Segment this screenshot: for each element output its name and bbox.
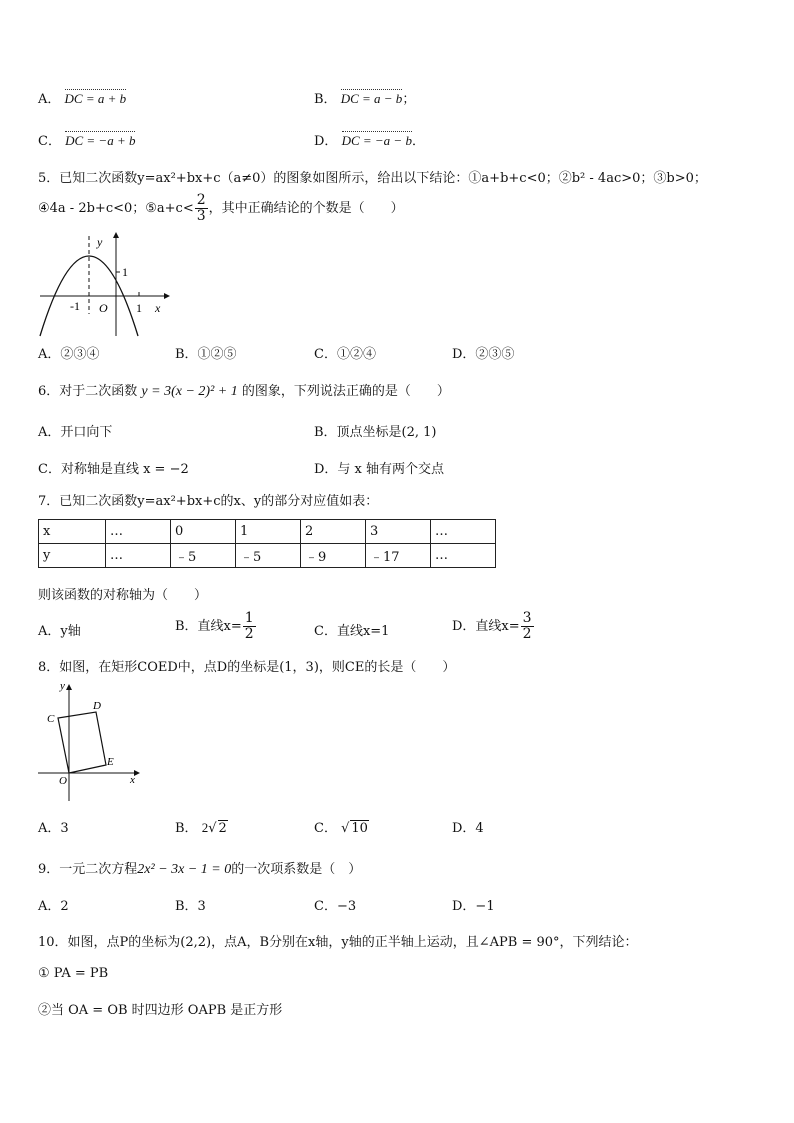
q7-option-b-fraction <box>243 611 256 642</box>
q9-stem-post: 的一次项系数是（ ） <box>231 862 362 877</box>
q4-option-c <box>38 130 135 149</box>
table-cell: ﹣5 <box>171 544 236 568</box>
q4-option-d-expr: DC = −a − b <box>341 133 412 148</box>
q8-option-b-label: B． <box>175 821 198 836</box>
q5-fraction-den: 3 <box>196 208 206 224</box>
q5-option-c: C．①②④ <box>314 347 376 362</box>
q7-option-d-fraction <box>521 611 534 642</box>
q5-parabola-graph <box>36 230 171 338</box>
q7-option-d <box>452 607 535 647</box>
q5-option-d: D．②③⑤ <box>452 347 515 362</box>
q4-option-d-tail: ． <box>411 134 425 149</box>
table-cell: 2 <box>301 520 366 544</box>
table-cell: y <box>39 544 106 568</box>
q6-option-a: A．开口向下 <box>38 425 113 440</box>
q8-stem: 8．如图，在矩形COED中，点D的坐标是(1，3)，则CE的长是（ ） <box>38 660 456 675</box>
table-cell: 3 <box>366 520 431 544</box>
q10-conclusion-1: ① PA = PB <box>38 966 109 981</box>
q4-option-c-label: C． <box>38 134 61 149</box>
q9-stem-pre: 9．一元二次方程 <box>38 862 138 877</box>
q8-option-b-sqrt-sign: √ <box>208 821 217 836</box>
q7-option-b-pre: B．直线x= <box>175 619 242 634</box>
q10-stem: 10．如图，点P的坐标为(2,2)，点A，B分别在x轴，y轴的正半轴上运动，且∠APB = 90°，下列结论： <box>38 935 638 950</box>
table-cell: … <box>106 520 171 544</box>
q6-stem <box>38 380 450 400</box>
q4-option-a <box>38 88 126 107</box>
q4-option-b <box>314 88 415 107</box>
q8-option-c <box>314 817 369 836</box>
q5-option-b: B．①②⑤ <box>175 347 237 362</box>
table-cell: ﹣17 <box>366 544 431 568</box>
q5-x-axis-arrow <box>164 293 170 299</box>
q10-conclusion-2: ②当 OA = OB 时四边形 OAPB 是正方形 <box>38 1003 283 1018</box>
q8-option-c-radicand: 10 <box>351 821 368 836</box>
q8-x-label: x <box>130 774 135 786</box>
q4-option-b-expr: DC = a − b <box>340 91 403 106</box>
q5-y-axis-arrow <box>113 232 119 238</box>
q6-expression: y = 3(x − 2)² + 1 <box>141 384 238 399</box>
q5-y-label: y <box>97 235 103 249</box>
q7-option-b-num: 1 <box>244 610 254 626</box>
q5-fraction <box>195 193 208 224</box>
q9-option-c: C．−3 <box>314 899 357 914</box>
table-row <box>39 520 496 544</box>
table-cell: x <box>39 520 106 544</box>
q7-option-d-den: 2 <box>522 626 532 642</box>
q6-option-c: C．对称轴是直线 x = −2 <box>38 462 189 477</box>
q8-rectangle-graph <box>36 676 146 804</box>
q4-option-c-expr: DC = −a + b <box>65 133 136 148</box>
q8-rectangle-coed <box>58 712 106 773</box>
q8-point-d: D <box>93 700 101 712</box>
q6-option-b: B．顶点坐标是(2, 1) <box>314 425 437 440</box>
q8-option-b-coef: 2 <box>201 820 209 835</box>
q5-stem-line2-pre: ④4a - 2b+c<0；⑤a+c< <box>38 201 194 216</box>
q9-stem <box>38 858 361 878</box>
q5-x-label: x <box>155 301 161 315</box>
q8-option-b-radicand: 2 <box>218 821 227 836</box>
table-cell: … <box>431 544 496 568</box>
q5-fraction-num: 2 <box>196 192 206 208</box>
table-cell: … <box>106 544 171 568</box>
q9-expression: 2x² − 3x − 1 = 0 <box>137 862 232 877</box>
q6-option-d: D．与 x 轴有两个交点 <box>314 462 445 477</box>
q8-x-axis-arrow <box>134 770 140 776</box>
q5-x-one-label: 1 <box>136 301 142 315</box>
q4-option-b-label: B． <box>314 92 337 107</box>
q7-option-c: C．直线x=1 <box>314 624 390 639</box>
table-cell: ﹣5 <box>236 544 301 568</box>
q8-option-c-sqrt-sign: √ <box>341 821 350 836</box>
table-cell: 1 <box>236 520 301 544</box>
q7-stem: 7．已知二次函数y=ax²+bx+c的x、y的部分对应值如表： <box>38 494 379 509</box>
table-cell: 0 <box>171 520 236 544</box>
q5-option-a: A．②③④ <box>38 347 100 362</box>
q8-option-b <box>175 817 228 836</box>
q6-stem-post: 的图象，下列说法正确的是（ ） <box>241 384 450 399</box>
q8-point-c: C <box>47 713 55 725</box>
q8-option-a: A．3 <box>38 821 69 836</box>
q7-option-d-pre: D．直线x= <box>452 619 520 634</box>
q8-origin: O <box>59 775 67 787</box>
q8-point-e: E <box>107 756 114 768</box>
table-cell: … <box>431 520 496 544</box>
q7-option-b <box>175 607 257 647</box>
q7-question: 则该函数的对称轴为（ ） <box>38 588 208 603</box>
q4-option-a-expr: DC = a + b <box>64 91 127 106</box>
q4-option-b-tail: ； <box>402 92 416 107</box>
q7-option-d-num: 3 <box>522 610 532 626</box>
q8-option-d: D．4 <box>452 821 484 836</box>
q8-option-c-label: C． <box>314 821 337 836</box>
q5-y-one-label: 1 <box>122 265 128 279</box>
q5-origin-label: O <box>99 301 108 315</box>
q4-option-a-label: A． <box>38 92 61 107</box>
q5-neg-one-label: -1 <box>70 299 80 313</box>
q4-option-d <box>314 130 425 149</box>
q5-stem-line2-post: ，其中正确结论的个数是（ ） <box>208 201 404 216</box>
q7-option-a: A．y轴 <box>38 624 81 639</box>
q6-stem-pre: 6．对于二次函数 <box>38 384 138 399</box>
q7-option-b-den: 2 <box>244 626 254 642</box>
q9-option-a: A．2 <box>38 899 69 914</box>
table-row <box>39 544 496 568</box>
q9-option-d: D．−1 <box>452 899 495 914</box>
q7-value-table <box>38 519 496 568</box>
table-cell: ﹣9 <box>301 544 366 568</box>
q8-y-label: y <box>60 680 65 692</box>
q4-option-d-label: D． <box>314 134 338 149</box>
q8-y-axis-arrow <box>66 684 72 690</box>
q5-stem-line2 <box>38 193 404 224</box>
q9-option-b: B．3 <box>175 899 206 914</box>
q5-stem-line1: 5．已知二次函数y=ax²+bx+c（a≠0）的图象如图所示，给出以下结论：①a+b+c<0；②b² - 4ac>0；③b>0； <box>38 171 707 186</box>
